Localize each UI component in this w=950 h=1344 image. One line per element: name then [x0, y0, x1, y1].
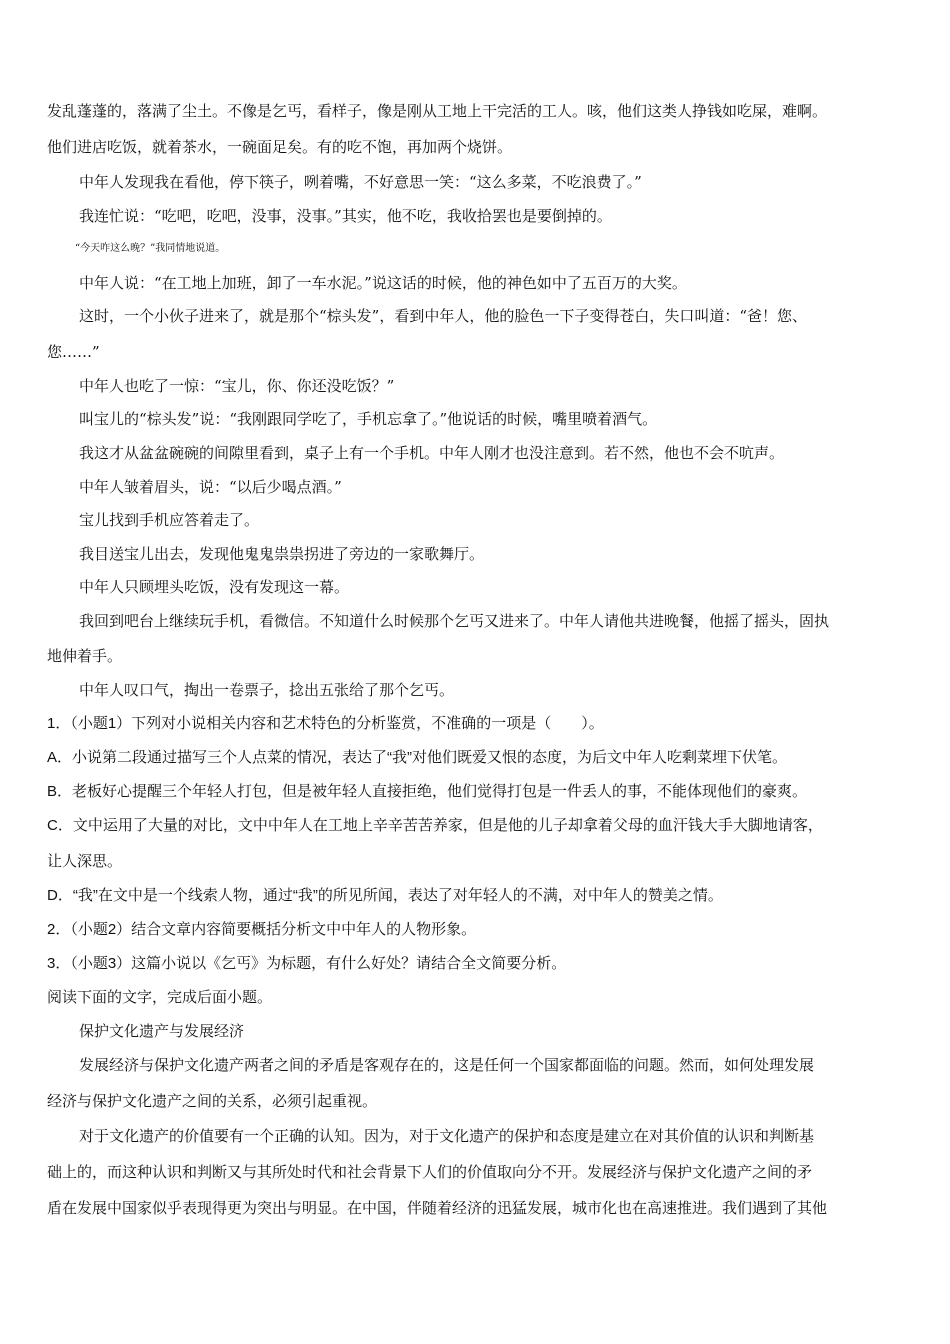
essay-title: 保护文化遗产与发展经济 [79, 1022, 245, 1040]
story-paragraph-line: 中年人说：“在工地上加班，卸了一车水泥。”说这话的时候，他的神色如中了五百万的大奖。 [79, 274, 687, 292]
story-paragraph-line: 我回到吧台上继续玩手机，看微信。不知道什么时候那个乞丐又进来了。中年人请他共进晚餐，他摇了摇头，固执 [79, 612, 830, 630]
story-paragraph-line: 地伸着手。 [47, 647, 123, 665]
option-c: C．文中运用了大量的对比，文中中年人在工地上辛辛苦苦养家，但是他的儿子却拿着父母的血汗钱大手大脚地请客， [47, 817, 823, 834]
option-d: D．“我”在文中是一个线索人物，通过“我”的所见所闻，表达了对年轻人的不满，对中年人的赞美之情。 [47, 887, 723, 904]
story-paragraph-line: 我连忙说：“吃吧，吃吧，没事，没事。”其实，他不吃，我收拾罢也是要倒掉的。 [79, 207, 612, 225]
story-paragraph-line: “今天咋这么晚？”我同情地说道。 [75, 243, 226, 254]
story-paragraph-line: 我目送宝儿出去，发现他鬼鬼祟祟拐进了旁边的一家歌舞厅。 [79, 545, 485, 563]
reading-instruction: 阅读下面的文字，完成后面小题。 [47, 989, 273, 1006]
story-paragraph-line: 发乱蓬蓬的，落满了尘土。不像是乞丐，看样子，像是刚从工地上干完活的工人。咳，他们这类人挣钱如吃屎，难啊。 [47, 102, 828, 120]
story-paragraph-line: 中年人发现我在看他，停下筷子，咧着嘴，不好意思一笑：“这么多菜，不吃浪费了。” [79, 173, 642, 191]
option-b: B．老板好心提醒三个年轻人打包，但是被年轻人直接拒绝，他们觉得打包是一件丢人的事，不能体现他们的豪爽。 [47, 783, 808, 800]
story-paragraph-line: 宝儿找到手机应答着走了。 [79, 511, 260, 529]
story-paragraph-line: 中年人也吃了一惊：“宝儿，你、你还没吃饭？” [79, 377, 395, 395]
essay-paragraph-line: 础上的，而这种认识和判断又与其所处时代和社会背景下人们的价值取向分不开。发展经济与保护文化遗产之间的矛 [47, 1163, 813, 1181]
question-2: 2．（小题2）结合文章内容简要概括分析文中中年人的人物形象。 [47, 921, 477, 938]
essay-paragraph-line: 发展经济与保护文化遗产两者之间的矛盾是客观存在的，这是任何一个国家都面临的问题。然而，如何处理发展 [79, 1056, 815, 1074]
option-c-continued: 让人深思。 [47, 853, 123, 870]
story-paragraph-line: 您……” [47, 343, 100, 361]
story-paragraph-line: 我这才从盆盆碗碗的间隙里看到，桌子上有一个手机。中年人刚才也没注意到。若不然，他也不会不吭声。 [79, 444, 785, 462]
story-paragraph-line: 中年人叹口气，掏出一卷票子，捻出五张给了那个乞丐。 [79, 681, 455, 699]
option-a: A．小说第二段通过描写三个人点菜的情况，表达了“我”对他们既爱又恨的态度，为后文中年人吃剩菜埋下伏笔。 [47, 749, 788, 766]
question-3: 3．（小题3）这篇小说以《乞丐》为标题，有什么好处？请结合全文简要分析。 [47, 955, 567, 972]
essay-paragraph-line: 盾在发展中国家似乎表现得更为突出与明显。在中国，伴随着经济的迅猛发展，城市化也在高速推进。我们遇到了其他 [47, 1199, 828, 1217]
story-paragraph-line: 中年人只顾埋头吃饭，没有发现这一幕。 [79, 578, 350, 596]
essay-paragraph-line: 经济与保护文化遗产之间的关系，必须引起重视。 [47, 1092, 378, 1110]
story-paragraph-line: 他们进店吃饭，就着茶水，一碗面足矣。有的吃不饱，再加两个烧饼。 [47, 138, 513, 156]
story-paragraph-line: 中年人皱着眉头，说：“以后少喝点酒。” [79, 478, 342, 496]
essay-paragraph-line: 对于文化遗产的价值要有一个正确的认知。因为，对于文化遗产的保护和态度是建立在对其价值的认识和判断基 [79, 1127, 815, 1145]
story-paragraph-line: 叫宝儿的“棕头发”说：“我刚跟同学吃了，手机忘拿了。”他说话的时候，嘴里喷着酒气。 [79, 410, 658, 428]
story-paragraph-line: 这时，一个小伙子进来了，就是那个“棕头发”，看到中年人，他的脸色一下子变得苍白，失口叫道：“爸！您、 [79, 307, 808, 325]
question-1: 1．（小题1）下列对小说相关内容和艺术特色的分析鉴赏，不准确的一项是（ ）。 [47, 715, 604, 732]
